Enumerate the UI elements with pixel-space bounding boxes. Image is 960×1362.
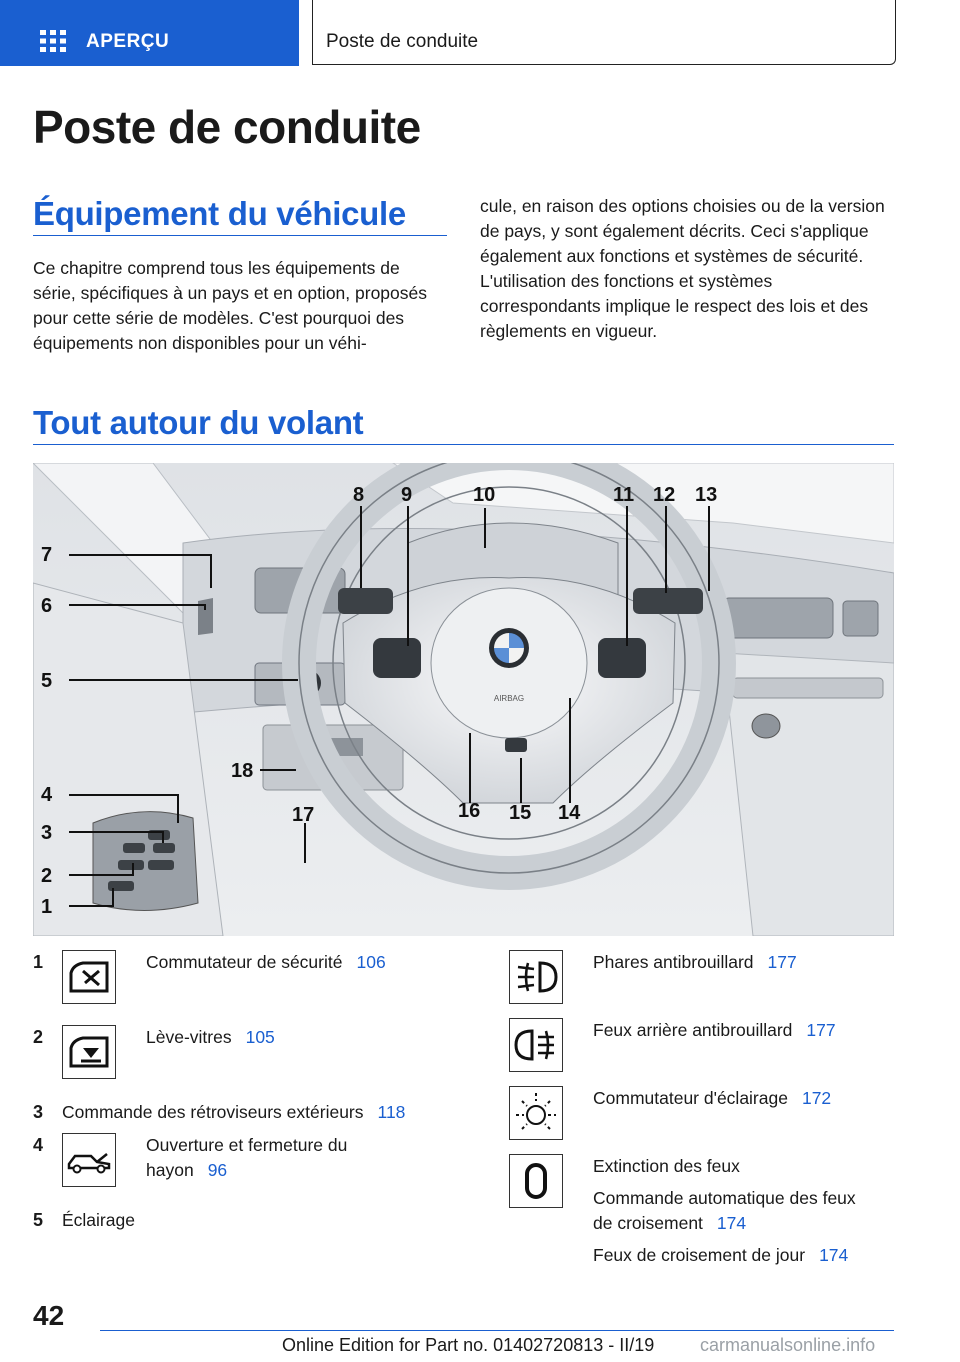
heading-rule-2 [33,444,894,445]
legend-item-4 [146,1133,426,1183]
tailgate-icon [62,1133,116,1187]
callout-labels [33,463,894,936]
grid-menu-icon [40,30,66,52]
legend-text-drl: Feux de croisement de jour [593,1245,806,1265]
callout-3: 3 [41,822,53,844]
section-heading-wheel: Tout autour du volant [33,404,364,441]
legend-item-1 [146,950,386,975]
page-link-177a[interactable]: 177 [767,952,797,972]
legend-item-2 [146,1025,275,1050]
legend-text-auto-low-beam: Commande automatique des feux [593,1188,856,1208]
page-link-105[interactable]: 105 [245,1027,275,1047]
edition-text: Online Edition for Part no. 01402720813 - II/19 [282,1335,655,1355]
legend-item-lights-off [593,1154,893,1179]
tab-poste-de-conduite[interactable] [312,0,896,65]
footer-rule [100,1330,894,1331]
page-link-118[interactable]: 118 [377,1102,406,1122]
legend-text-fog-front: Phares antibrouillard [593,952,754,972]
page-number: 42 [33,1300,65,1331]
legend-num-5: 5 [33,1210,44,1230]
callout-7: 7 [41,544,53,566]
callout-18: 18 [231,760,254,782]
callout-11: 11 [613,484,635,506]
legend-item-auto-low-beam [593,1186,893,1236]
legend-text-5: Éclairage [62,1210,135,1230]
legend-num-3: 3 [33,1102,44,1122]
paragraph-right: cule, en raison des options choisies ou de la version de pays, y sont également décrits. Ceci s'applique également aux fonctions et systèmes de sécurité. L'utilisation des fonctions et systèmes correspondants implique le respect des lois et des règlements en vigueur. [480,196,885,341]
page-link-174a[interactable]: 174 [716,1213,747,1233]
paragraph-left: Ce chapitre comprend tous les équipements de série, spécifiques à un pays et en option, proposés pour cette série de modèles. C'est pourquoi des équipements non disponibles pour un véhi- [33,258,427,353]
callout-4: 4 [41,784,53,806]
callout-2: 2 [41,865,53,887]
callout-5: 5 [41,670,53,692]
legend-num-4: 4 [33,1135,44,1155]
legend-text-2: Lève-vitres [146,1027,232,1047]
legend-item-3 [62,1100,405,1125]
callout-10: 10 [473,484,496,506]
front-fog-light-icon [509,950,563,1004]
legend-text-1: Commutateur de sécurité [146,952,343,972]
callout-6: 6 [41,595,53,617]
legend-num-1: 1 [33,952,44,972]
legend-num-2: 2 [33,1027,44,1047]
window-lift-icon [62,1025,116,1079]
legend-item-fog-front [593,950,797,975]
callout-16: 16 [458,800,481,822]
legend-text-4: Ouverture et fermeture du [146,1135,348,1155]
page-link-172[interactable]: 172 [801,1088,832,1108]
legend-text-auto-low-beam-2: de croisement [593,1213,703,1233]
callout-8: 8 [353,484,365,506]
legend-text-3: Commande des rétroviseurs extérieurs [62,1102,364,1122]
tab-apercu-label: APERÇU [86,31,170,52]
page-link-177b[interactable]: 177 [806,1020,836,1040]
window-lock-icon [62,950,116,1004]
rear-fog-light-icon [509,1018,563,1072]
light-switch-icon [509,1086,563,1140]
legend-item-fog-rear [593,1018,836,1043]
legend-text-4b: hayon [146,1160,194,1180]
callout-17: 17 [292,804,315,826]
callout-1: 1 [41,896,53,918]
legend-text-lights-off: Extinction des feux [593,1156,740,1176]
callout-15: 15 [509,802,532,824]
lights-off-icon [509,1154,563,1208]
top-navigation [0,0,960,66]
legend-text-fog-rear: Feux arrière antibrouillard [593,1020,793,1040]
callout-9: 9 [401,484,413,506]
callout-13: 13 [695,484,718,506]
watermark: carmanualsonline.info [700,1335,876,1355]
airbag-text: AIRBAG [493,694,525,703]
heading-rule [33,235,447,236]
callout-12: 12 [653,484,676,506]
page-link-106[interactable]: 106 [356,952,386,972]
cockpit-illustration [33,463,894,936]
section-heading-equipment: Équipement du véhicule [33,195,406,232]
legend-text-light-switch: Commutateur d'éclairage [593,1088,788,1108]
legend-item-drl [593,1243,893,1268]
tab-apercu[interactable] [0,0,299,66]
page-title: Poste de conduite [33,101,421,153]
page-link-174b[interactable]: 174 [819,1245,849,1265]
legend-item-light-switch [593,1086,831,1111]
page-link-96[interactable]: 96 [207,1160,228,1180]
tab-poste-label: Poste de conduite [326,31,479,52]
callout-14: 14 [558,802,581,824]
